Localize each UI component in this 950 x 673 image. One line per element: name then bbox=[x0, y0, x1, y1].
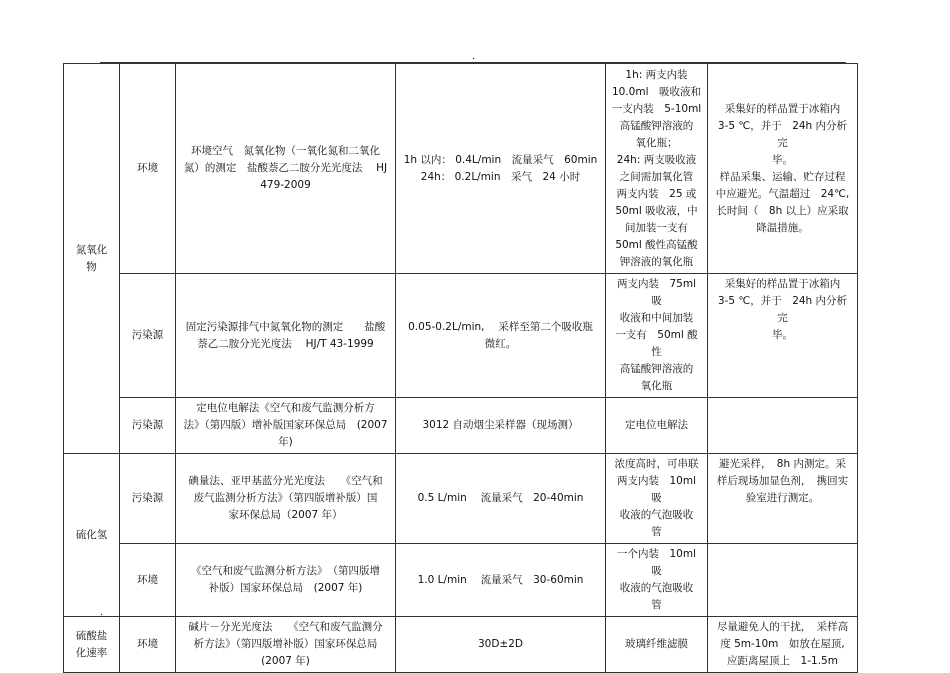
sampling-cell bbox=[396, 274, 606, 398]
sampling-cell bbox=[396, 454, 606, 544]
medium-cell bbox=[120, 64, 176, 274]
medium-label: 污染源 bbox=[131, 329, 164, 341]
notes-cell bbox=[708, 64, 858, 274]
table-row bbox=[64, 274, 858, 398]
container-text: 一个内装 10ml 吸 收液的气泡吸收 管 bbox=[616, 548, 696, 611]
sampling-cell bbox=[396, 544, 606, 617]
sampling-text: 1.0 L/min 流量采气 30-60min bbox=[417, 573, 584, 586]
pollutant-name: 硫化氢 bbox=[75, 528, 108, 541]
sampling-text: 0.5 L/min 流量采气 20-40min bbox=[417, 492, 584, 504]
medium-cell bbox=[120, 544, 176, 617]
container-text: 玻璃纤维滤膜 bbox=[625, 638, 688, 650]
method-text: 定电位电解法《空气和废气监测分析方 法》（第四版）增补版国家环保总局 (2007 年) bbox=[183, 402, 388, 448]
notes-text: 避光采样， 8h 内测定。采 样后现场加显色剂， 携回实 验室进行测定。 bbox=[716, 458, 849, 504]
notes-cell bbox=[708, 274, 858, 398]
medium-cell bbox=[120, 398, 176, 454]
sampling-cell bbox=[396, 64, 606, 274]
container-cell bbox=[606, 398, 708, 454]
method-cell bbox=[176, 64, 396, 274]
notes-text: 采集好的样品置于冰箱内 3-5 ℃，并于 24h 内分析完 毕。 bbox=[717, 278, 848, 341]
container-cell bbox=[606, 544, 708, 617]
pollutant-group-cell bbox=[64, 454, 120, 617]
container-text: 两支内装 75ml 吸 收液和中间加装 一支有 50ml 酸性 高锰酸钾溶液的 氧化瓶 bbox=[615, 278, 698, 392]
method-cell bbox=[176, 274, 396, 398]
method-text: 固定污染源排气中氮氧化物的测定 盐酸 萘乙二胺分光光度法 HJ/T 43-1999 bbox=[185, 320, 386, 350]
sampling-cell bbox=[396, 617, 606, 673]
sampling-text: 3012 自动烟尘采样器（现场测） bbox=[422, 419, 579, 431]
method-cell bbox=[176, 617, 396, 673]
method-text: 碱片－分光光度法 《空气和废气监测分 析方法》（第四版增补版）国家环保总局 (2007 年) bbox=[188, 621, 383, 667]
medium-label: 环境 bbox=[137, 638, 158, 650]
method-text: 碘量法、亚甲基蓝分光光度法 《空气和 废气监测分析方法》（第四版增补版）国 家环保总局（2007 年） bbox=[188, 475, 383, 521]
medium-label: 环境 bbox=[137, 162, 158, 174]
container-cell bbox=[606, 617, 708, 673]
table-row bbox=[64, 64, 858, 274]
sampling-text: 0.05-0.2L/min, 采样至第二个吸收瓶 微红。 bbox=[408, 320, 593, 350]
page-mark-bottom: . bbox=[100, 607, 104, 618]
method-cell bbox=[176, 544, 396, 617]
method-cell bbox=[176, 454, 396, 544]
sampling-text: 1h 以内： 0.4L/min 流量采气 60min 24h： 0.2L/min 采气 24 小时 bbox=[403, 153, 598, 183]
container-text: 定电位电解法 bbox=[625, 419, 688, 431]
container-cell bbox=[606, 274, 708, 398]
table-row bbox=[64, 454, 858, 544]
table-row bbox=[64, 544, 858, 617]
container-text: 浓度高时，可串联 两支内装 10ml 吸 收液的气泡吸收 管 bbox=[614, 458, 699, 538]
method-text: 环境空气 氮氧化物（一氧化氮和二氧化 氮）的测定 盐酸萘乙二胺分光光度法 HJ 479-2009 bbox=[183, 145, 388, 191]
notes-text: 尽量避免人的干扰， 采样高 度 5m-10m 如放在屋顶, 应距离屋顶上 1-1.5m bbox=[716, 621, 849, 667]
container-text: 1h: 两支内装 10.0ml 吸收液和 一支内装 5-10ml 高锰酸钾溶液的 氧化瓶； 24h: 两支吸收液 之间需加氧化管 两支内装 25 或 50ml 吸收液，中 间加装一支有 50ml 酸性高锰酸 钾溶液的氧化瓶 bbox=[611, 68, 702, 268]
pollutant-group-cell bbox=[64, 64, 120, 454]
medium-cell bbox=[120, 274, 176, 398]
pollutant-group-cell bbox=[64, 617, 120, 673]
method-cell bbox=[176, 398, 396, 454]
medium-label: 污染源 bbox=[131, 419, 164, 431]
notes-text: 采集好的样品置于冰箱内 3-5 ℃，并于 24h 内分析完 毕。 样品采集、运输、贮存过程 中应避光。气温超过 24℃, 长时间（ 8h 以上）应采取 降温措施。 bbox=[715, 102, 850, 234]
sampling-cell bbox=[396, 398, 606, 454]
medium-cell bbox=[120, 454, 176, 544]
medium-label: 环境 bbox=[137, 573, 158, 586]
medium-cell bbox=[120, 617, 176, 673]
pollutant-name: 氮氧化 物 bbox=[75, 243, 108, 273]
notes-cell bbox=[708, 617, 858, 673]
medium-label: 污染源 bbox=[131, 492, 164, 504]
notes-cell bbox=[708, 454, 858, 544]
page-mark-top: . bbox=[472, 51, 476, 62]
notes-cell bbox=[708, 544, 858, 617]
notes-cell bbox=[708, 398, 858, 454]
sampling-methods-table bbox=[63, 63, 858, 673]
table-row bbox=[64, 617, 858, 673]
sampling-text: 30D±2D bbox=[477, 638, 523, 650]
container-cell bbox=[606, 64, 708, 274]
method-text: 《空气和废气监测分析方法》 （第四版增 补版）国家环保总局 (2007 年) bbox=[191, 565, 380, 594]
table-row bbox=[64, 398, 858, 454]
container-cell bbox=[606, 454, 708, 544]
pollutant-name: 硫酸盐 化速率 bbox=[75, 629, 108, 659]
